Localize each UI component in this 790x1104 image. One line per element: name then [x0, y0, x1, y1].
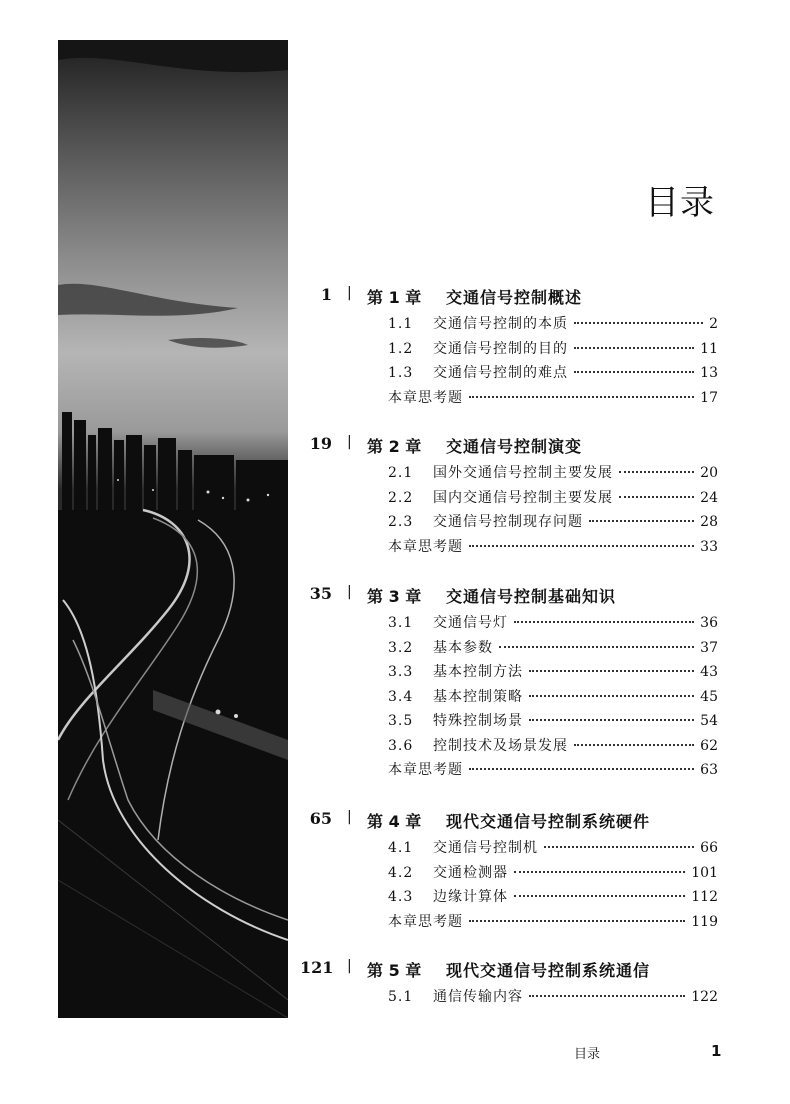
chapter-label: 第 2 章: [367, 437, 422, 456]
section-entry[interactable]: [388, 886, 718, 908]
section-entry[interactable]: [388, 462, 718, 484]
dot-leader: [574, 744, 694, 746]
section-number: 2.2: [388, 489, 414, 506]
section-title: 控制技术及场景发展: [433, 737, 568, 754]
dot-leader: [469, 396, 694, 398]
section-page-number: 20: [700, 465, 718, 481]
section-page-number: 43: [700, 664, 718, 680]
section-page-number: 66: [700, 840, 718, 856]
section-title: 通信传输内容: [433, 989, 523, 1005]
toc-title: 目录: [645, 183, 715, 223]
dot-leader: [619, 496, 694, 498]
section-number: 5.1: [388, 989, 414, 1005]
section-title: 交通信号控制的目的: [433, 340, 568, 357]
dot-leader: [529, 995, 685, 997]
dot-leader: [529, 719, 694, 721]
chapter-page-number: 65: [309, 809, 332, 828]
section-entry[interactable]: [388, 338, 718, 360]
section-entry[interactable]: [388, 837, 718, 859]
dot-leader: [499, 646, 694, 648]
section-title: 基本控制策略: [433, 688, 523, 705]
section-number: 3.3: [388, 664, 414, 680]
section-title: 本章思考题: [388, 389, 463, 406]
section-entry[interactable]: [388, 511, 718, 533]
section-number: 3.2: [388, 639, 414, 656]
dot-leader: [544, 846, 694, 848]
review-questions-entry[interactable]: [388, 759, 718, 781]
dot-leader: [514, 871, 685, 873]
section-entry[interactable]: [388, 862, 718, 884]
section-title: 本章思考题: [388, 762, 463, 778]
dot-leader: [574, 322, 703, 324]
review-questions-entry[interactable]: [388, 911, 718, 933]
cover-photo: [58, 40, 288, 1018]
section-page-number: 36: [700, 615, 718, 631]
chapter-separator: |: [347, 809, 352, 825]
chapter-label: 第 5 章: [367, 961, 422, 980]
chapter-heading[interactable]: [300, 958, 720, 982]
section-page-number: 54: [700, 713, 718, 729]
chapter-label: 第 4 章: [367, 812, 422, 831]
chapter-heading[interactable]: [300, 584, 720, 608]
chapter-separator: |: [347, 285, 352, 301]
section-number: 2.1: [388, 465, 414, 481]
chapter-title: 现代交通信号控制系统硬件: [446, 812, 651, 831]
chapter-separator: |: [347, 584, 352, 600]
footer-page-number: 1: [711, 1042, 722, 1060]
section-entry[interactable]: [388, 637, 718, 659]
section-page-number: 33: [700, 538, 718, 555]
section-page-number: 24: [700, 489, 718, 506]
review-questions-entry[interactable]: [388, 387, 718, 409]
section-title: 交通信号灯: [433, 615, 508, 631]
section-number: 1.2: [388, 340, 414, 357]
section-page-number: 37: [700, 639, 718, 656]
dot-leader: [469, 768, 694, 770]
section-title: 交通信号控制机: [433, 840, 538, 856]
section-number: 2.3: [388, 514, 414, 530]
section-entry[interactable]: [388, 735, 718, 757]
review-questions-entry[interactable]: [388, 536, 718, 558]
dot-leader: [619, 471, 694, 473]
dot-leader: [514, 895, 685, 897]
section-entry[interactable]: [388, 986, 718, 1008]
chapter-page-number: 35: [309, 584, 332, 603]
section-title: 基本参数: [433, 639, 493, 656]
section-entry[interactable]: [388, 362, 718, 384]
section-entry[interactable]: [388, 487, 718, 509]
chapter-title: 交通信号控制基础知识: [446, 587, 617, 606]
dot-leader: [529, 670, 694, 672]
section-page-number: 122: [691, 989, 718, 1005]
section-page-number: 101: [691, 864, 718, 881]
dot-leader: [574, 371, 694, 373]
dot-leader: [574, 347, 694, 349]
section-title: 国外交通信号控制主要发展: [433, 465, 613, 481]
section-entry[interactable]: [388, 661, 718, 683]
section-title: 边缘计算体: [433, 889, 508, 905]
section-number: 4.2: [388, 864, 414, 881]
chapter-heading[interactable]: [300, 285, 720, 309]
chapter-title: 交通信号控制概述: [446, 288, 583, 307]
section-number: 3.4: [388, 688, 414, 705]
section-entry[interactable]: [388, 686, 718, 708]
section-page-number: 13: [700, 365, 718, 381]
chapter-page-number: 121: [300, 958, 334, 977]
chapter-page-number: 1: [320, 285, 332, 304]
chapter-label: 第 3 章: [367, 587, 422, 606]
chapter-separator: |: [347, 434, 352, 450]
section-number: 3.6: [388, 737, 414, 754]
dot-leader: [589, 520, 694, 522]
section-entry[interactable]: [388, 313, 718, 335]
section-page-number: 63: [700, 762, 718, 778]
section-title: 交通信号控制的难点: [433, 365, 568, 381]
chapter-separator: |: [347, 958, 352, 974]
dot-leader: [469, 545, 694, 547]
dot-leader: [514, 621, 694, 623]
section-number: 4.1: [388, 840, 414, 856]
section-number: 3.1: [388, 615, 414, 631]
chapter-title: 现代交通信号控制系统通信: [446, 961, 651, 980]
section-number: 4.3: [388, 889, 414, 905]
section-page-number: 62: [700, 737, 718, 754]
section-title: 交通检测器: [433, 864, 508, 881]
section-title: 特殊控制场景: [433, 713, 523, 729]
section-title: 本章思考题: [388, 538, 463, 555]
dot-leader: [529, 695, 694, 697]
section-entry[interactable]: [388, 612, 718, 634]
section-number: 1.1: [388, 316, 414, 332]
section-title: 交通信号控制的本质: [433, 316, 568, 332]
chapter-heading[interactable]: [300, 434, 720, 458]
section-number: 3.5: [388, 713, 414, 729]
chapter-page-number: 19: [309, 434, 332, 453]
section-number: 1.3: [388, 365, 414, 381]
chapter-heading[interactable]: [300, 809, 720, 833]
section-page-number: 45: [700, 688, 718, 705]
section-page-number: 112: [691, 889, 718, 905]
section-page-number: 119: [691, 913, 718, 930]
section-page-number: 17: [700, 389, 718, 406]
dot-leader: [469, 920, 685, 922]
footer-label: 目录: [574, 1047, 601, 1062]
section-title: 本章思考题: [388, 913, 463, 930]
chapter-title: 交通信号控制演变: [446, 437, 583, 456]
section-title: 国内交通信号控制主要发展: [433, 489, 613, 506]
chapter-label: 第 1 章: [367, 288, 422, 307]
section-page-number: 11: [700, 340, 718, 357]
section-page-number: 2: [709, 316, 718, 332]
section-title: 交通信号控制现存问题: [433, 514, 583, 530]
section-title: 基本控制方法: [433, 664, 523, 680]
section-page-number: 28: [700, 514, 718, 530]
section-entry[interactable]: [388, 710, 718, 732]
